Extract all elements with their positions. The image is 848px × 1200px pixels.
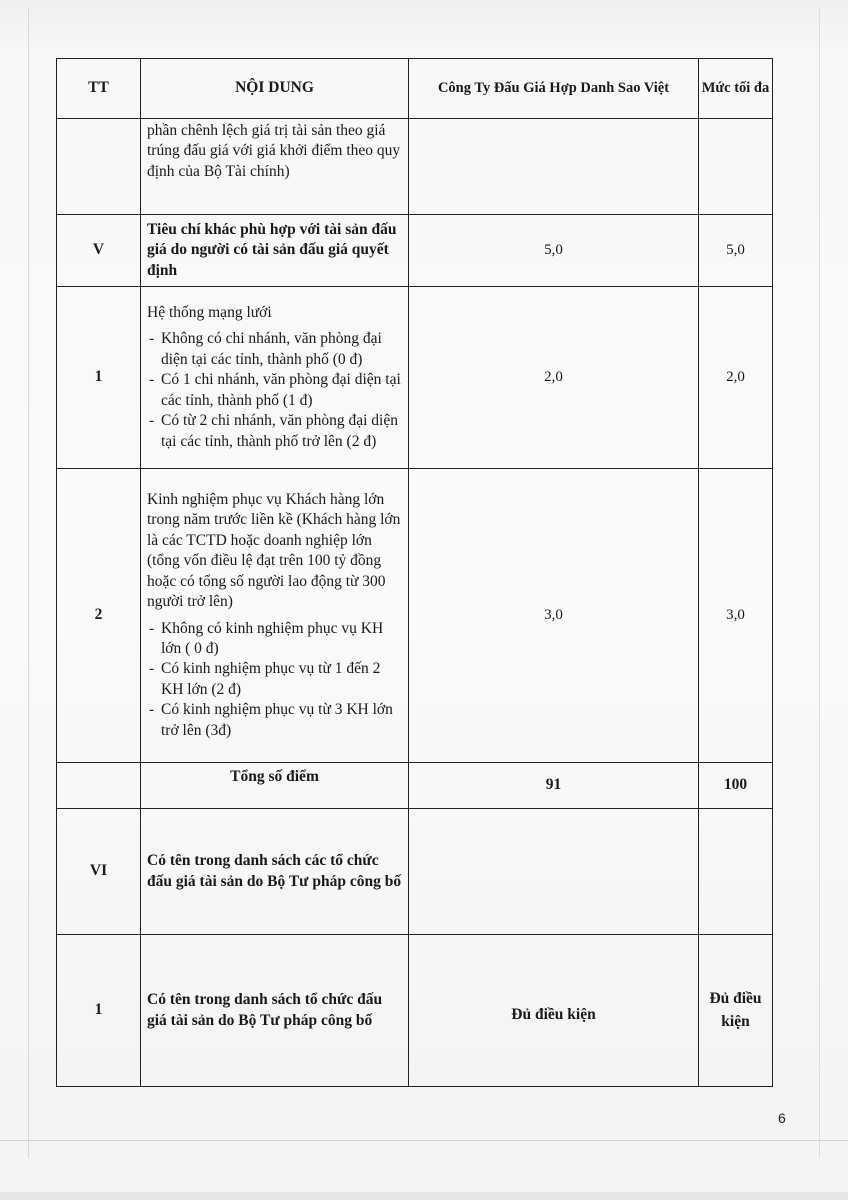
table-row xyxy=(57,935,773,1087)
row-tt xyxy=(57,119,141,215)
row-content xyxy=(141,287,409,469)
row-score xyxy=(409,809,699,935)
table-row xyxy=(57,215,773,287)
evaluation-table xyxy=(56,58,773,1087)
scan-edge xyxy=(0,1192,848,1200)
header-noi-dung: NỘI DUNG xyxy=(141,59,409,119)
row-max: 5,0 xyxy=(699,215,773,287)
total-score: 91 xyxy=(409,763,699,809)
row-content: Có tên trong danh sách các tổ chức đấu giá tài sản do Bộ Tư pháp công bố xyxy=(141,809,409,935)
row-content: Tiêu chí khác phù hợp với tài sản đấu giá do người có tài sản đấu giá quyết định xyxy=(141,215,409,287)
row-score xyxy=(409,119,699,215)
row-max: Đủ điều kiện xyxy=(699,935,773,1087)
header-tt: TT xyxy=(57,59,141,119)
header-muc-toi-da: Mức tối đa xyxy=(699,59,773,119)
table-header-row xyxy=(57,59,773,119)
criterion-title: Hệ thống mạng lưới xyxy=(147,303,272,321)
row-score: Đủ điều kiện xyxy=(409,935,699,1087)
row-score: 5,0 xyxy=(409,215,699,287)
row-content xyxy=(141,469,409,763)
divider xyxy=(0,1140,848,1141)
row-tt: 1 xyxy=(57,287,141,469)
page-number: 6 xyxy=(778,1110,786,1126)
option-item: - Có kinh nghiệm phục vụ từ 1 đến 2 KH lớn (2 đ) xyxy=(147,659,402,700)
option-item: - Có kinh nghiệm phục vụ từ 3 KH lớn trở lên (3đ) xyxy=(147,700,402,741)
option-item: - Có từ 2 chi nhánh, văn phòng đại diện tại các tỉnh, thành phố trở lên (2 đ) xyxy=(147,411,402,452)
table-row xyxy=(57,809,773,935)
row-max: 2,0 xyxy=(699,287,773,469)
option-item: - Không có kinh nghiệm phục vụ KH lớn ( 0 đ) xyxy=(147,619,402,660)
row-tt: V xyxy=(57,215,141,287)
total-label: Tổng số điểm xyxy=(141,763,409,809)
row-content: Có tên trong danh sách tổ chức đấu giá tài sản do Bộ Tư pháp công bố xyxy=(141,935,409,1087)
option-item: - Không có chi nhánh, văn phòng đại diện tại các tỉnh, thành phố (0 đ) xyxy=(147,329,402,370)
row-max: 3,0 xyxy=(699,469,773,763)
row-tt xyxy=(57,763,141,809)
row-score: 2,0 xyxy=(409,287,699,469)
row-max xyxy=(699,809,773,935)
table-row xyxy=(57,119,773,215)
row-tt: 2 xyxy=(57,469,141,763)
header-cong-ty: Công Ty Đấu Giá Hợp Danh Sao Việt xyxy=(409,59,699,119)
row-max xyxy=(699,119,773,215)
row-content: phần chênh lệch giá trị tài sản theo giá trúng đấu giá với giá khởi điểm theo quy định của Bộ Tài chính) xyxy=(141,119,409,215)
option-item: - Có 1 chi nhánh, văn phòng đại diện tại các tỉnh, thành phố (1 đ) xyxy=(147,370,402,411)
table-row xyxy=(57,287,773,469)
criterion-options xyxy=(147,329,402,452)
table-row xyxy=(57,469,773,763)
total-row xyxy=(57,763,773,809)
criterion-title: Kinh nghiệm phục vụ Khách hàng lớn trong năm trước liền kề (Khách hàng lớn là các TCTD hoặc doanh nghiệp lớn (tổng vốn điều lệ đạt trên 100 tỷ đồng hoặc có tổng số người lao động từ 300 người trở lên) xyxy=(147,490,401,611)
row-score: 3,0 xyxy=(409,469,699,763)
row-tt: 1 xyxy=(57,935,141,1087)
total-max: 100 xyxy=(699,763,773,809)
row-tt: VI xyxy=(57,809,141,935)
criterion-options xyxy=(147,619,402,742)
